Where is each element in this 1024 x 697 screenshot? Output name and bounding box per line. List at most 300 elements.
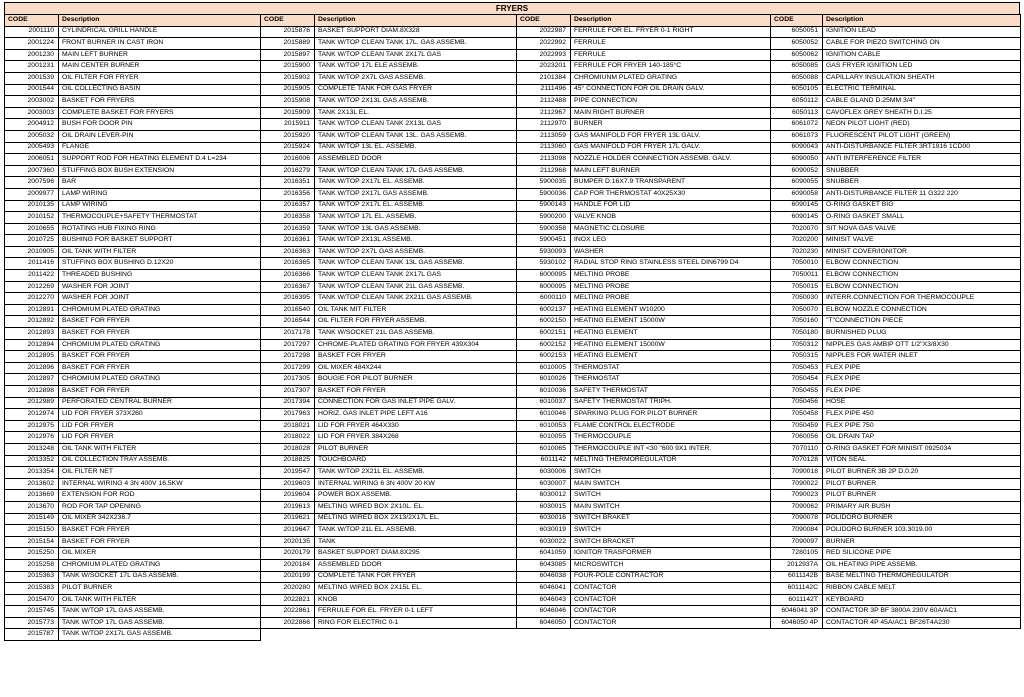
part-code: 2015383 [5, 583, 59, 595]
part-code: 7050011 [771, 270, 823, 282]
part-code: 7020230 [771, 246, 823, 258]
part-code: 6090050 [771, 154, 823, 166]
part-code: 2004912 [5, 119, 59, 131]
part-description: MAIN SWITCH [571, 478, 771, 490]
part-description: TANK W/TOP 17L EL. ASSEMB. [315, 212, 517, 224]
table-row [5, 501, 1021, 513]
part-code: 2016356 [261, 188, 315, 200]
part-description: MICROSWITCH [571, 559, 771, 571]
part-description: THREADED BUSHING [59, 270, 261, 282]
part-description: FERRULE FOR EL. FRYER 0-1 RIGHT [571, 26, 771, 38]
part-description: ELECTRIC TERMINAL [823, 84, 1021, 96]
part-code: 6090052 [771, 165, 823, 177]
part-description: LAMP WIRING [59, 188, 261, 200]
part-code: 2013354 [5, 467, 59, 479]
part-code: 2017178 [261, 328, 315, 340]
table-row [5, 270, 1021, 282]
part-description: FLEX PIPE [823, 374, 1021, 386]
empty-cell [571, 629, 771, 641]
part-code: 7050015 [771, 281, 823, 293]
part-code: 2013248 [5, 443, 59, 455]
part-description: ROTATING HUB FIXING RING [59, 223, 261, 235]
table-row [5, 154, 1021, 166]
part-description: TANK W/TOP CLEAN TANK 13L. GAS ASSEMB. [315, 130, 517, 142]
table-row [5, 339, 1021, 351]
part-description: MELTING PROBE [571, 270, 771, 282]
part-description: BASKET FOR FRYER [315, 386, 517, 398]
part-code: 2016361 [261, 235, 315, 247]
part-code: 7020200 [771, 235, 823, 247]
part-description: TANK [315, 536, 517, 548]
part-code: 2015773 [5, 617, 59, 629]
part-description: NOZZLE HOLDER CONNECTION ASSEMB. GALV. [571, 154, 771, 166]
part-code: 7050456 [771, 397, 823, 409]
part-code: 2015908 [261, 96, 315, 108]
part-description: TANK W/TOP 2X17L EL. ASSEMB. [315, 200, 517, 212]
part-description: OIL TANK MIT FILTER [315, 304, 517, 316]
part-description: LID FOR FRYER [59, 432, 261, 444]
part-description: OIL FILTER FOR FRYER [59, 72, 261, 84]
part-description: OIL TANK WITH FILTER [59, 443, 261, 455]
table-row [5, 409, 1021, 421]
part-code: 2010152 [5, 212, 59, 224]
part-code: 2022992 [517, 38, 571, 50]
part-code: 6030016 [517, 513, 571, 525]
part-description: TANK W/TOP 2X7L GAS ASSEMB. [315, 246, 517, 258]
part-code: 6050088 [771, 72, 823, 84]
table-row [5, 420, 1021, 432]
part-description: MELTING WIRED BOX 2X13/2X17L EL. [315, 513, 517, 525]
part-code: 2015149 [5, 513, 59, 525]
table-row [5, 525, 1021, 537]
part-description: FERRULE [571, 38, 771, 50]
part-description: MELTING PROBE [571, 293, 771, 305]
part-code: 7090062 [771, 501, 823, 513]
part-description: INTERNAL WIRING 6 3N 400V 20 KW [315, 478, 517, 490]
part-description: ELBOW CONNECTION [823, 270, 1021, 282]
part-description: HEATING ELEMENT 15000W [571, 316, 771, 328]
part-code: 2022861 [261, 606, 315, 618]
part-code: 2019547 [261, 467, 315, 479]
part-code: 6011142B [771, 571, 823, 583]
part-description: MAIN CENTER BURNER [59, 61, 261, 73]
part-code: 2010135 [5, 200, 59, 212]
part-code: 2018825 [261, 455, 315, 467]
part-code: 2020179 [261, 548, 315, 560]
part-code: 7050458 [771, 409, 823, 421]
part-description: TANK W/SOCKET 21L GAS ASSEMB. [315, 328, 517, 340]
part-code: 2005493 [5, 142, 59, 154]
part-description: KEYBOARD [823, 594, 1021, 606]
part-description: STUFFING BOX BUSH EXTENSION [59, 165, 261, 177]
part-code: 2017297 [261, 339, 315, 351]
part-code: 2001539 [5, 72, 59, 84]
part-code: 2016357 [261, 200, 315, 212]
part-code: 2015258 [5, 559, 59, 571]
part-description: BURNER [823, 536, 1021, 548]
part-code: 6061072 [771, 119, 823, 131]
part-code: 5900143 [517, 200, 571, 212]
part-code: 2005032 [5, 130, 59, 142]
part-code: 2012974 [5, 409, 59, 421]
part-code: 2015909 [261, 107, 315, 119]
part-code: 7090023 [771, 490, 823, 502]
part-code: 2020135 [261, 536, 315, 548]
part-description: MAIN SWITCH [571, 501, 771, 513]
part-code: 6046043 [517, 594, 571, 606]
part-description: POLIDORO BURNER 103.3019.00 [823, 525, 1021, 537]
part-code: 2016279 [261, 165, 315, 177]
part-description: FERRULE FOR FRYER 140-185°C [571, 61, 771, 73]
header-description: Description [59, 15, 261, 27]
part-code: 2015150 [5, 525, 59, 537]
part-description: TANK W/TOP CLEAN TANK 17L GAS ASSEMB. [315, 165, 517, 177]
part-code: 6011142C [771, 583, 823, 595]
part-description: TANK W/TOP CLEAN TANK 2X17L GAS [315, 49, 517, 61]
part-code: 6050051 [771, 26, 823, 38]
part-description: BUMPER D.16X7.9 TRANSPARENT [571, 177, 771, 189]
part-code: 2015470 [5, 594, 59, 606]
part-description: TANK W/TOP CLEAN TANK 13L GAS ASSEMB. [315, 258, 517, 270]
header-row [5, 15, 1021, 27]
part-description: PERFORATED CENTRAL BURNER [59, 397, 261, 409]
part-description: SWITCH [571, 525, 771, 537]
part-description: TANK 2X13L EL. [315, 107, 517, 119]
part-description: ELBOW CONNECTION [823, 281, 1021, 293]
part-code: 2113098 [517, 154, 571, 166]
part-code: 2111496 [517, 84, 571, 96]
part-description: IGNITION CABLE [823, 49, 1021, 61]
part-description: ELBOW CONNECTION [823, 258, 1021, 270]
part-code: 2012893 [5, 328, 59, 340]
part-description: TANK W/TOP 2X17L GAS ASSEMB. [59, 629, 261, 641]
part-description: BASKET FOR FRYER [59, 386, 261, 398]
table-row [5, 142, 1021, 154]
table-row [5, 490, 1021, 502]
part-code: 6050062 [771, 49, 823, 61]
table-row [5, 386, 1021, 398]
part-code: 2012896 [5, 362, 59, 374]
part-code: 6030012 [517, 490, 571, 502]
part-description: TANK W/TOP CLEAN TANK 2X21L GAS ASSEMB. [315, 293, 517, 305]
part-description: O-RING GASKET FOR MINISIT 0925034 [823, 443, 1021, 455]
part-description: KNOB [315, 594, 517, 606]
part-code: 2015154 [5, 536, 59, 548]
part-code: 2013669 [5, 490, 59, 502]
part-code: 2112970 [517, 119, 571, 131]
part-description: SNUBBER [823, 177, 1021, 189]
part-code: 6046050 4P [771, 617, 823, 629]
table-row [5, 96, 1021, 108]
part-code: 2012894 [5, 339, 59, 351]
part-code: 2016366 [261, 270, 315, 282]
part-description: LID FOR FRYER 384X268 [315, 432, 517, 444]
part-code: 7280105 [771, 548, 823, 560]
part-description: PILOT BURNER [315, 443, 517, 455]
parts-table [4, 14, 1021, 641]
part-code: 7070128 [771, 455, 823, 467]
part-code: 2013602 [5, 478, 59, 490]
header-code: CODE [5, 15, 59, 27]
table-row [5, 629, 1021, 641]
part-description: RADIAL STOP RING STAINLESS STEEL DIN6799 D4 [571, 258, 771, 270]
table-row [5, 84, 1021, 96]
part-description: CHROMIUM PLATED GRATING [59, 559, 261, 571]
header-code: CODE [771, 15, 823, 27]
empty-cell [823, 629, 1021, 641]
part-code: 7020070 [771, 223, 823, 235]
part-code: 6030019 [517, 525, 571, 537]
part-description: SUPPORT ROD FOR HEATING ELEMENT D.4 L=234 [59, 154, 261, 166]
part-code: 7090078 [771, 513, 823, 525]
part-code: 5900200 [517, 212, 571, 224]
part-description: MELTING PROBE [571, 281, 771, 293]
part-description: TANK W/TOP CLEAN TANK 2X17L GAS [315, 270, 517, 282]
part-description: VALVE KNOB [571, 212, 771, 224]
part-description: FLUORESCENT PILOT LIGHT (GREEN) [823, 130, 1021, 142]
part-code: 7050160 [771, 316, 823, 328]
header-code: CODE [517, 15, 571, 27]
part-description: MELTING THERMOREGULATOR [571, 455, 771, 467]
part-description: GAS FRYER IGNITION LED [823, 61, 1021, 73]
part-description: MAGNETIC CLOSURE [571, 223, 771, 235]
empty-cell [517, 629, 571, 641]
part-description: TANK W/SOCKET 17L GAS ASSEMB. [59, 571, 261, 583]
part-code: 6030006 [517, 467, 571, 479]
part-description: SAFETY THERMOSTAT TRIPH. [571, 397, 771, 409]
part-code: 5900451 [517, 235, 571, 247]
part-description: COMPLETE TANK FOR GAS FRYER [315, 84, 517, 96]
part-description: ROD FOR TAP OPENING [59, 501, 261, 513]
table-row [5, 165, 1021, 177]
table-row [5, 188, 1021, 200]
part-code: 2015920 [261, 130, 315, 142]
part-description: TANK W/TOP 21L EL. ASSEMB. [315, 525, 517, 537]
part-code: 6050085 [771, 61, 823, 73]
part-code: 6000110 [517, 293, 571, 305]
part-code: 2017963 [261, 409, 315, 421]
part-description: BURNISHED PLUG [823, 328, 1021, 340]
part-description: BAR [59, 177, 261, 189]
part-description: MAIN RIGHT BURNER [571, 107, 771, 119]
table-row [5, 432, 1021, 444]
part-code: 2020280 [261, 583, 315, 595]
table-row [5, 304, 1021, 316]
part-description: MAIN LEFT BURNER [59, 49, 261, 61]
part-description: HORIZ. GAS INLET PIPE LEFT A16 [315, 409, 517, 421]
part-code: 6010036 [517, 386, 571, 398]
part-code: 6002137 [517, 304, 571, 316]
part-code: 6050052 [771, 38, 823, 50]
part-code: 7050312 [771, 339, 823, 351]
part-code: 7090022 [771, 478, 823, 490]
part-description: BASKET FOR FRYER [59, 351, 261, 363]
part-code: 2011416 [5, 258, 59, 270]
part-description: COMPLETE TANK FOR FRYER [315, 571, 517, 583]
part-description: CONTACTOR 3P BF 3800A 230V 60A/AC1 [823, 606, 1021, 618]
part-code: 2013352 [5, 455, 59, 467]
part-description: BUSH FOR DOOR PIN [59, 119, 261, 131]
part-code: 7050010 [771, 258, 823, 270]
part-code: 6041059 [517, 548, 571, 560]
table-row [5, 235, 1021, 247]
part-description: THERMOCOUPLE+SAFETY THERMOSTAT [59, 212, 261, 224]
part-code: 6010055 [517, 432, 571, 444]
part-code: 2022987 [517, 26, 571, 38]
part-code: 7050030 [771, 293, 823, 305]
part-description: FLANGE [59, 142, 261, 154]
part-code: 7060056 [771, 432, 823, 444]
part-code: 2018028 [261, 443, 315, 455]
part-description: TANK W/TOP 2X17L GAS ASSEMB. [315, 188, 517, 200]
part-description: POLIDORO BURNER [823, 513, 1021, 525]
part-code: 2019603 [261, 478, 315, 490]
table-row [5, 397, 1021, 409]
part-description: ANTI-DISTURBANCE FILTER 3RT1916 1CD00 [823, 142, 1021, 154]
part-code: 7050454 [771, 374, 823, 386]
part-description: CHROMIUM PLATED GRATING [59, 339, 261, 351]
part-description: STUFFING BOX BUSHING D.12X20 [59, 258, 261, 270]
part-code: 2012270 [5, 293, 59, 305]
part-code: 2016544 [261, 316, 315, 328]
part-description: WASHER [571, 246, 771, 258]
part-code: 2112968 [517, 165, 571, 177]
part-code: 7070110 [771, 443, 823, 455]
table-row [5, 38, 1021, 50]
part-code: 2112967 [517, 107, 571, 119]
header-description: Description [571, 15, 771, 27]
part-description: HEATING ELEMENT 15000W [571, 339, 771, 351]
part-code: 2015745 [5, 606, 59, 618]
part-description: WASHER FOR JOINT [59, 281, 261, 293]
part-description: CONTACTOR [571, 617, 771, 629]
part-code: 5900358 [517, 223, 571, 235]
part-description: TANK W/TOP 2X17L EL. ASSEMB. [315, 177, 517, 189]
part-description: OIL COLLECTION TRAY ASSEMB. [59, 455, 261, 467]
part-description: OIL FILTER FOR FRYER ASSEMB. [315, 316, 517, 328]
part-code: 7050070 [771, 304, 823, 316]
part-code: 2016363 [261, 246, 315, 258]
part-code: 2011422 [5, 270, 59, 282]
part-description: BOUGIE FOR PILOT BURNER [315, 374, 517, 386]
part-code: 6061073 [771, 130, 823, 142]
part-description: "T"CONNECTION PIECE [823, 316, 1021, 328]
part-code: 2015787 [5, 629, 59, 641]
part-description: MINISIT COVER/IGNITOR [823, 246, 1021, 258]
part-description: MELTING WIRED BOX 2X10L. EL. [315, 501, 517, 513]
part-description: PRIMARY AIR BUSH [823, 501, 1021, 513]
part-description: COMPLETE BASKET FOR FRYERS [59, 107, 261, 119]
table-row [5, 293, 1021, 305]
part-description: LAMP WIRING [59, 200, 261, 212]
part-code: 2015911 [261, 119, 315, 131]
part-code: 6090145 [771, 200, 823, 212]
part-code: 6030022 [517, 536, 571, 548]
part-code: 2018021 [261, 420, 315, 432]
part-description: CHROMIUNM PLATED GRATING [571, 72, 771, 84]
part-description: OIL HEATING PIPE ASSEMB. [823, 559, 1021, 571]
part-code: 2015897 [261, 49, 315, 61]
part-description: LID FOR FRYER 464X330 [315, 420, 517, 432]
part-description: CONTACTOR 4P 45A/AC1 BF26T4A230 [823, 617, 1021, 629]
header-description: Description [315, 15, 517, 27]
part-description: LID FOR FRYER [59, 420, 261, 432]
part-description: SWITCH BRAKET [571, 513, 771, 525]
part-description: TANK W/TOP 2X7L GAS ASSEMB. [315, 72, 517, 84]
table-row [5, 617, 1021, 629]
part-code: 2017298 [261, 351, 315, 363]
table-row [5, 548, 1021, 560]
part-description: NEON PILOT LIGHT (RED) [823, 119, 1021, 131]
part-code: 6000095 [517, 281, 571, 293]
part-description: FLAME CONTROL ELECTRODE [571, 420, 771, 432]
part-description: ASSEMBLED DOOR [315, 154, 517, 166]
part-code: 2010725 [5, 235, 59, 247]
part-code: 6050112 [771, 96, 823, 108]
table-row [5, 49, 1021, 61]
part-code: 6046050 [517, 617, 571, 629]
part-description: CHROMIUM PLATED GRATING [59, 304, 261, 316]
part-description: FRONT BURNER IN CAST IRON [59, 38, 261, 50]
part-description: ELBOW NOZZLE CONNECTION [823, 304, 1021, 316]
table-row [5, 351, 1021, 363]
part-code: 2001231 [5, 61, 59, 73]
part-code: 2007360 [5, 165, 59, 177]
part-code: 7090097 [771, 536, 823, 548]
part-code: 2016006 [261, 154, 315, 166]
part-code: 2022866 [261, 617, 315, 629]
part-code: 2012898 [5, 386, 59, 398]
part-code: 2017307 [261, 386, 315, 398]
part-code: 2012989 [5, 397, 59, 409]
part-code: 2015924 [261, 142, 315, 154]
part-description: RIBBON CABLE MELT [823, 583, 1021, 595]
part-code: 2017394 [261, 397, 315, 409]
part-description: HEATING ELEMENT [571, 328, 771, 340]
table-row [5, 246, 1021, 258]
part-description: OIL COLLECTING BASIN [59, 84, 261, 96]
part-description: TANK W/TOP 2X21L EL. ASSEMB. [315, 467, 517, 479]
part-code: 2023201 [517, 61, 571, 73]
part-description: TANK W/TOP 17L ELE ASSEMB. [315, 61, 517, 73]
part-code: 6046038 [517, 571, 571, 583]
table-row [5, 281, 1021, 293]
part-description: OIL MIXER 342X236.7 [59, 513, 261, 525]
part-description: TANK W/TOP CLEAN TANK 2X13L GAS [315, 119, 517, 131]
part-description: BASE MELTING THERMOREGULATOR [823, 571, 1021, 583]
part-description: BURNER [571, 119, 771, 131]
part-code: 2113060 [517, 142, 571, 154]
part-description: PIPE CONNECTION [571, 96, 771, 108]
table-row [5, 130, 1021, 142]
part-code: 2006051 [5, 154, 59, 166]
table-row [5, 61, 1021, 73]
part-code: 2015889 [261, 38, 315, 50]
part-description: BASKET FOR FRYER [59, 316, 261, 328]
part-description: OIL TANK WITH FILTER [59, 246, 261, 258]
table-row [5, 583, 1021, 595]
part-description: VITON SEAL [823, 455, 1021, 467]
part-description: GAS MANIFOLD FOR FRYER 13L GALV. [571, 130, 771, 142]
header-description: Description [823, 15, 1021, 27]
part-description: POWER BOX ASSEMB. [315, 490, 517, 502]
part-code: 2019647 [261, 525, 315, 537]
table-row [5, 606, 1021, 618]
part-description: THERMOCOUPLE INT <30 "600 9X1 INTER. [571, 443, 771, 455]
part-description: RING FOR ELECTRIC 0-1 [315, 617, 517, 629]
part-description: IGNITION LEAD [823, 26, 1021, 38]
part-description: FLEX PIPE [823, 362, 1021, 374]
